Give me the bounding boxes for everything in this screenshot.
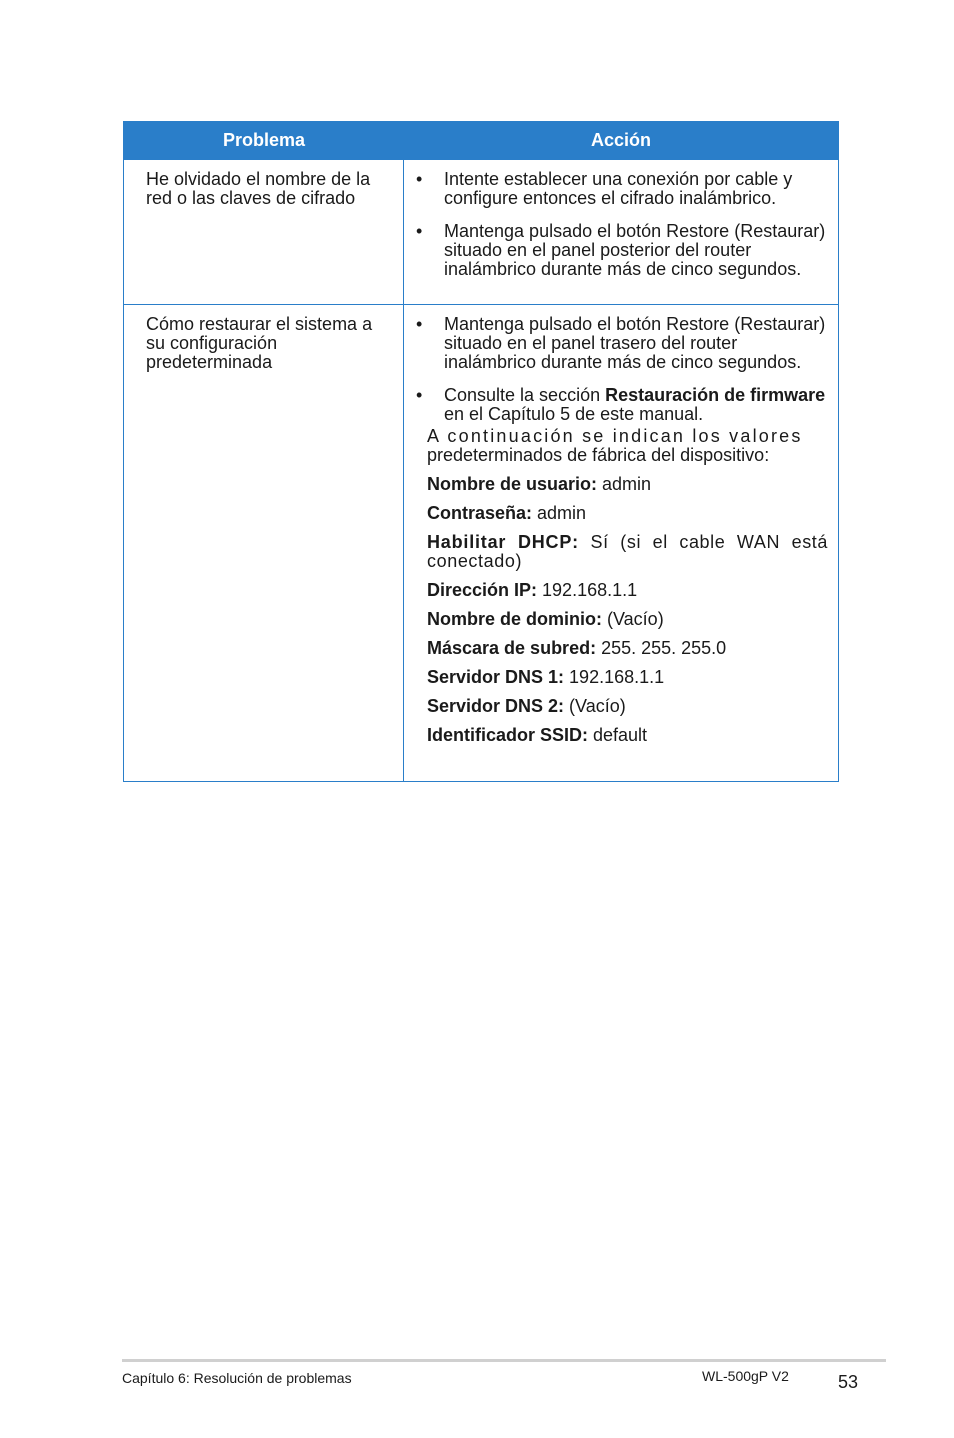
header-problem: Problema (222, 130, 306, 150)
footer-divider (122, 1359, 886, 1362)
default-value: 192.168.1.1 (564, 667, 665, 687)
default-value: admin (597, 474, 652, 494)
table-row (124, 159, 838, 304)
default-password (427, 504, 828, 523)
intro-line1: A continuación se indican los valores (427, 426, 803, 446)
page-number: 53 (838, 1372, 859, 1392)
footer-model: WL-500gP V2 (702, 1368, 789, 1384)
default-username (427, 475, 828, 494)
header-action: Acción (590, 130, 651, 150)
factory-defaults (404, 427, 828, 745)
footer-chapter: Capítulo 6: Resolución de problemas (122, 1370, 352, 1386)
default-value: admin (532, 503, 587, 523)
default-label: Dirección IP: (427, 580, 538, 600)
default-label: Servidor DNS 2: (427, 696, 565, 716)
default-value: (Vacío) (564, 696, 626, 716)
bullet-text: Mantenga pulsado el botón Restore (Restaurar) situado en el panel trasero del router inalámbrico durante más de cinco segundos. (444, 314, 826, 372)
default-value: (Vacío) (602, 609, 664, 629)
default-domain (427, 610, 828, 629)
default-value: 255. 255. 255.0 (596, 638, 727, 658)
intro-line2: predeterminados de fábrica del dispositivo: (427, 445, 770, 465)
bullet-text-pre: Consulte la sección (444, 385, 606, 405)
table-row (124, 304, 838, 781)
action-cell (404, 305, 838, 781)
default-label: Contraseña: (427, 503, 533, 523)
default-value: Sí (si el cable WAN está conectado) (427, 532, 829, 571)
bullet-text-post: en el Capítulo 5 de este manual. (444, 404, 704, 424)
troubleshooting-table (123, 121, 839, 782)
table-header (124, 122, 838, 159)
default-label: Servidor DNS 1: (427, 667, 565, 687)
bullet-text: Intente establecer una conexión por cable y configure entonces el cifrado inalámbrico. (444, 169, 793, 208)
default-label: Habilitar DHCP: (427, 532, 579, 552)
default-label: Identificador SSID: (427, 725, 589, 745)
default-label: Nombre de dominio: (427, 609, 602, 629)
action-bullet (404, 386, 828, 424)
default-label: Nombre de usuario: (427, 474, 598, 494)
bullet-text: Mantenga pulsado el botón Restore (Restaurar) situado en el panel posterior del router inalámbrico durante más de cinco segundos. (444, 221, 826, 279)
bullet-text-bold: Restauración de firmware (605, 385, 826, 405)
action-bullet (404, 222, 828, 279)
default-ip (427, 581, 828, 600)
bullet-dot: • (416, 221, 423, 241)
action-cell (404, 160, 838, 304)
defaults-intro (427, 427, 828, 465)
default-dns1 (427, 668, 828, 687)
bullet-dot: • (416, 314, 423, 334)
bullet-dot: • (416, 385, 423, 405)
action-bullet (404, 315, 828, 372)
default-label: Máscara de subred: (427, 638, 597, 658)
action-bullet (404, 170, 828, 208)
problem-cell: He olvidado el nombre de la red o las claves de cifrado (124, 160, 404, 304)
default-dhcp (427, 533, 828, 571)
default-subnet (427, 639, 828, 658)
default-value: 192.168.1.1 (537, 580, 638, 600)
problem-cell: Cómo restaurar el sistema a su configuración predeterminada (124, 305, 404, 781)
default-ssid (427, 726, 828, 745)
default-dns2 (427, 697, 828, 716)
default-value: default (588, 725, 648, 745)
bullet-dot: • (416, 169, 423, 189)
